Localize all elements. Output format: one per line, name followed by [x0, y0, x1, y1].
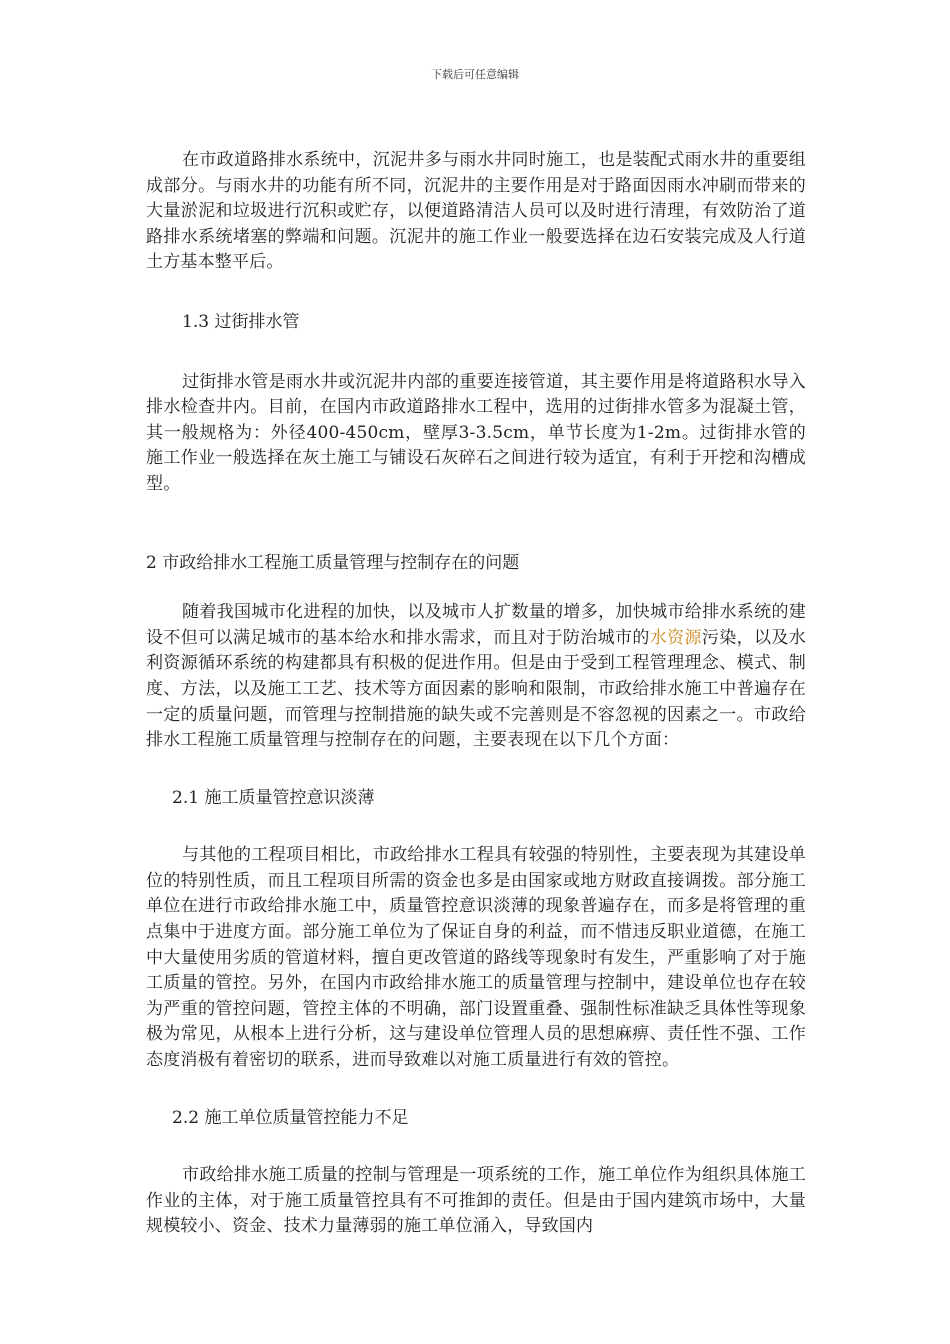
paragraph-text-part-b: 污染，以及水利资源循环系统的构建都具有积极的促进作用。但是由于受到工程管理理念、模式、制度、方法，以及施工工艺、技术等方面因素的影响和限制，市政给排水施工中普遍存在一定的质量问题，而管理与控制措施的缺失或不完善则是不容忽视的因素之一。市政给排水工程施工质量管理与控制存在的问题，主要表现在以下几个方面：: [146, 627, 806, 751]
paragraph-sediment-well: 在市政道路排水系统中，沉泥井多与雨水井同时施工，也是装配式雨水井的重要组成部分。与雨水井的功能有所不同，沉泥井的主要作用是对于路面因雨水冲刷而带来的大量淤泥和垃圾进行沉积或贮存，以便道路清洁人员可以及时进行清理，有效防治了道路排水系统堵塞的弊端和问题。沉泥井的施工作业一般要选择在边石安装完成及人行道土方基本整平后。: [146, 150, 806, 273]
paragraph-urbanization: [146, 600, 806, 754]
paragraph-street-drain-pipe: 过街排水管是雨水井或沉泥井内部的重要连接管道，其主要作用是将道路积水导入排水检查井内。目前，在国内市政道路排水工程中，选用的过街排水管多为混凝土管，其一般规格为：外径400-450cm，壁厚3-3.5cm，单节长度为1-2m。过街排水管的施工作业一般选择在灰土施工与铺设石灰碎石之间进行较为适宜，有利于开挖和沟槽成型。: [146, 371, 806, 494]
document-body: [146, 148, 806, 1240]
water-resources-link[interactable]: 水资源: [649, 627, 702, 648]
section-heading-2-1: 2.1 施工质量管控意识淡薄: [172, 787, 375, 808]
page-header: 下载后可任意编辑: [431, 68, 519, 81]
section-heading-2-2: 2.2 施工单位质量管控能力不足: [172, 1107, 409, 1128]
paragraph-text-part-a: 随着我国城市化进程的加快，以及城市人扩数量的增多，加快城市给排水系统的建设不但可以满足城市的基本给水和排水需求，而且对于防治城市的: [146, 602, 806, 648]
paragraph-contractor-capability: 市政给排水施工质量的控制与管理是一项系统的工作，施工单位作为组织具体施工作业的主体，对于施工质量管控具有不可推卸的责任。但是由于国内建筑市场中，大量规模较小、资金、技术力量薄弱的施工单位涌入，导致国内: [146, 1165, 806, 1237]
section-heading-1-3: 1.3 过街排水管: [182, 311, 300, 332]
section-heading-2: 2 市政给排水工程施工质量管理与控制存在的问题: [146, 552, 520, 573]
paragraph-quality-awareness: 与其他的工程项目相比，市政给排水工程具有较强的特别性，主要表现为其建设单位的特别性质，而且工程项目所需的资金也多是由国家或地方财政直接调拨。部分施工单位在进行市政给排水施工中，质量管控意识淡薄的现象普遍存在，而多是将管理的重点集中于进度方面。部分施工单位为了保证自身的利益，而不惜违反职业道德，在施工中大量使用劣质的管道材料，擅自更改管道的路线等现象时有发生，严重影响了对于施工质量的管控。另外，在国内市政给排水施工的质量管理与控制中，建设单位也存在较为严重的管控问题，管控主体的不明确，部门设置重叠、强制性标准缺乏具体性等现象极为常见，从根本上进行分析，这与建设单位管理人员的思想麻痹、责任性不强、工作态度消极有着密切的联系，进而导致难以对施工质量进行有效的管控。: [146, 845, 806, 1071]
